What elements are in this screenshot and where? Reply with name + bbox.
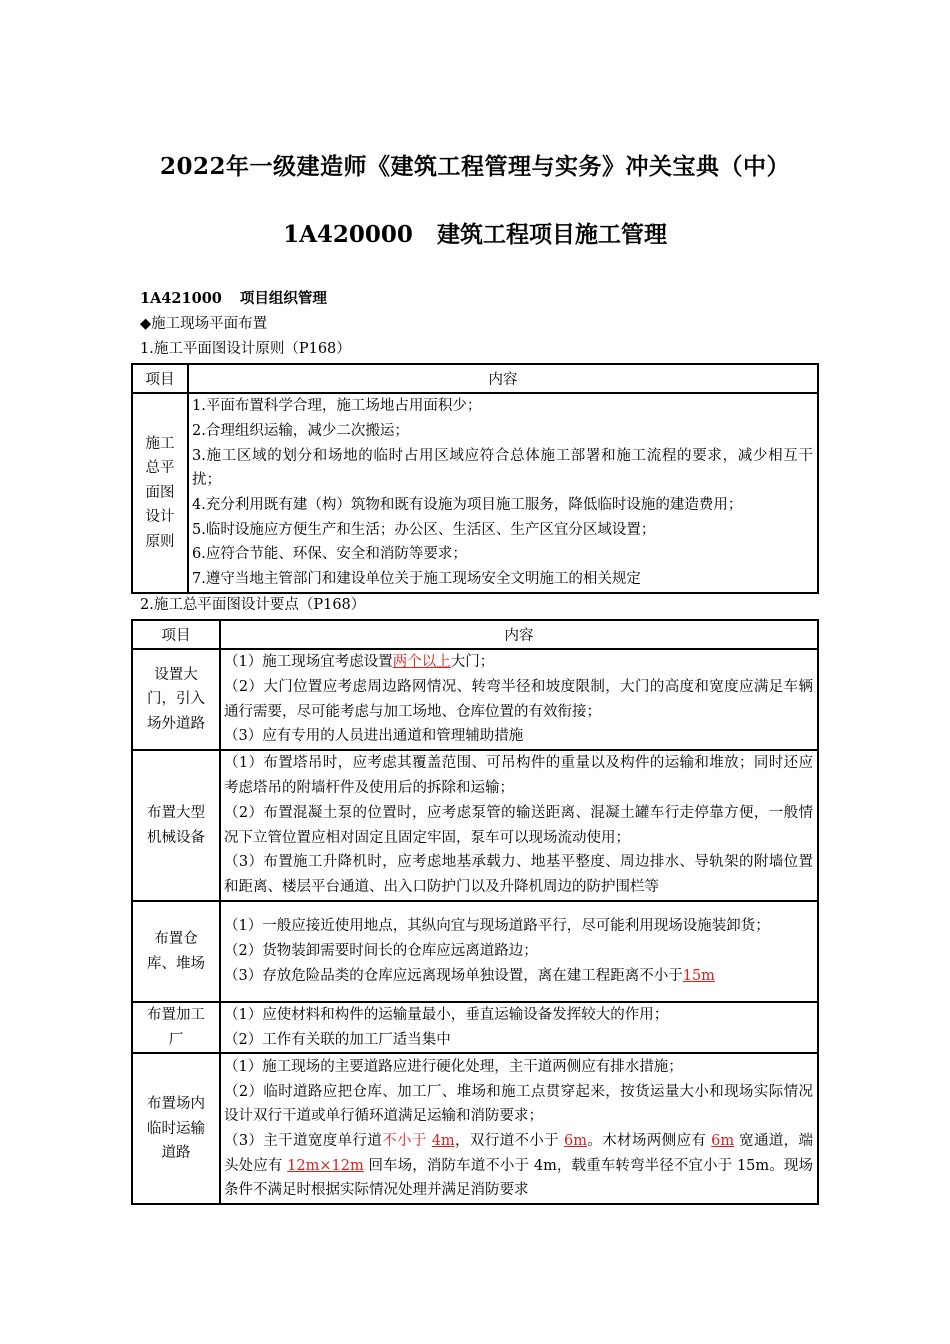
text-segment: 大门； xyxy=(450,654,495,671)
row-category: 设置大门，引入场外道路 xyxy=(132,649,220,750)
section-heading xyxy=(140,288,327,310)
list-item: （3）布置施工升降机时，应考虑地基承载力、地基平整度、周边排水、导轨架的附墙位置和距离、楼层平台通道、出入口防护门以及升降机周边的防护围栏等 xyxy=(224,854,813,895)
row-category: 施工总平面图设计原则 xyxy=(132,393,188,593)
table-row xyxy=(132,1002,818,1053)
list-item: 1.平面布置科学合理，施工场地占用面积少； xyxy=(192,398,482,415)
text-segment: 宽通道，端头处应有 xyxy=(224,1132,814,1174)
list-item: （1）施工现场的主要道路应进行硬化处理，主干道两侧应有排水措施； xyxy=(224,1058,683,1075)
text-segment: 回车场，消防车道不小于 4m，载重车转弯半径不宜小于 15m。现场条件不满足时根据实际情况处理并满足消防要求 xyxy=(224,1157,813,1199)
table-row xyxy=(132,649,818,750)
highlight-text: 6m xyxy=(711,1132,735,1149)
document-title: 2022年一级建造师《建筑工程管理与实务》冲关宝典（中） xyxy=(159,153,790,180)
list-item: （2）货物装卸需要时间长的仓库应远离道路边； xyxy=(224,943,538,960)
list-item: （2）工作有关联的加工厂适当集中 xyxy=(224,1031,451,1048)
chapter-name: 建筑工程项目施工管理 xyxy=(436,221,667,248)
section-name: 项目组织管理 xyxy=(239,290,327,307)
table-header-row xyxy=(132,620,818,649)
row-category: 布置仓库、堆场 xyxy=(132,901,220,1002)
table-row xyxy=(132,1053,818,1204)
chapter-heading xyxy=(0,216,950,249)
row-content xyxy=(220,1002,818,1053)
list-item: 5.临时设施应方便生产和生活；办公区、生活区、生产区宜分区域设置； xyxy=(192,521,656,538)
text-segment: （1）施工现场宜考虑设置 xyxy=(224,654,393,671)
list-item: （3）应有专用的人员进出通道和管理辅助措施 xyxy=(224,728,524,745)
highlight-text: 15m xyxy=(682,967,715,984)
table-row xyxy=(132,901,818,1002)
table-header-row xyxy=(132,364,818,393)
list-item: 6.应符合节能、环保、安全和消防等要求； xyxy=(192,546,467,563)
column-header-item: 项目 xyxy=(132,364,188,393)
highlight-text: 6m xyxy=(564,1132,587,1149)
list-item: 3.施工区域的划分和场地的临时占用区域应符合总体施工部署和施工流程的要求，减少相互干扰； xyxy=(192,447,813,489)
highlight-text: 12m×12m xyxy=(287,1157,364,1174)
text-segment: ，双行道不小于 xyxy=(454,1132,560,1149)
list-item: 4.充分利用既有建（构）筑物和既有设施为项目施工服务，降低临时设施的建造费用； xyxy=(192,497,743,513)
list-item xyxy=(224,964,813,989)
list-item: （1）一般应接近使用地点，其纵向宜与现场道路平行，尽可能利用现场设施装卸货； xyxy=(224,918,770,935)
list-item: 7.遵守当地主管部门和建设单位关于施工现场安全文明施工的相关规定 xyxy=(192,571,641,588)
highlight-text: 不小于 xyxy=(382,1132,427,1149)
table2-caption: 2.施工总平面图设计要点（P168） xyxy=(140,597,366,613)
section-code: 1A421000 xyxy=(140,290,222,307)
design-points-table xyxy=(131,619,819,1205)
column-header-content: 内容 xyxy=(220,620,818,649)
list-item: （1）布置塔吊时，应考虑其覆盖范围、可吊构件的重量以及构件的运输和堆放；同时还应考虑塔吊的附墙杆件及使用后的拆除和运输； xyxy=(224,755,813,797)
row-category: 布置场内临时运输道路 xyxy=(132,1053,220,1204)
table1-caption: 1.施工平面图设计原则（P168） xyxy=(140,341,351,357)
list-item: （2）布置混凝土泵的位置时，应考虑泵管的输送距离、混凝土罐车行走停靠方便，一般情况下立管位置应相对固定且固定牢固，泵车可以现场流动使用； xyxy=(224,804,813,846)
column-header-item: 项目 xyxy=(132,620,220,649)
text-segment: （3）主干道宽度单行道 xyxy=(224,1132,383,1149)
list-item: （1）应使材料和构件的运输量最小，垂直运输设备发挥较大的作用； xyxy=(224,1007,669,1023)
row-category: 布置大型机械设备 xyxy=(132,750,220,901)
chapter-code: 1A420000 xyxy=(283,221,413,248)
row-content xyxy=(220,901,818,1002)
column-header-content: 内容 xyxy=(188,364,818,393)
text-segment: 。木材场两侧应有 xyxy=(586,1132,707,1149)
list-item xyxy=(224,1129,813,1203)
topic-heading: ◆施工现场平面布置 xyxy=(140,316,268,332)
row-content xyxy=(220,1053,818,1204)
table-row xyxy=(132,750,818,901)
row-category: 布置加工厂 xyxy=(132,1002,220,1053)
highlight-text: 两个以上 xyxy=(392,654,451,671)
list-item: （2）大门位置应考虑周边路网情况、转弯半径和坡度限制，大门的高度和宽度应满足车辆通行需要，尽可能考虑与加工场地、仓库位置的有效衔接； xyxy=(224,678,813,720)
row-content xyxy=(220,750,818,901)
text-segment: （3）存放危险品类的仓库应远离现场单独设置，离在建工程距离不小于 xyxy=(224,967,683,984)
list-item xyxy=(224,650,813,675)
highlight-text: 4m xyxy=(431,1132,455,1149)
table-row xyxy=(132,393,818,593)
list-item: 2.合理组织运输，减少二次搬运； xyxy=(192,422,409,439)
row-content xyxy=(188,393,818,593)
design-principles-table xyxy=(131,363,819,594)
row-content xyxy=(220,649,818,750)
list-item: （2）临时道路应把仓库、加工厂、堆场和施工点贯穿起来，按货运量大小和现场实际情况设计双行干道或单行循环道满足运输和消防要求； xyxy=(224,1083,813,1125)
